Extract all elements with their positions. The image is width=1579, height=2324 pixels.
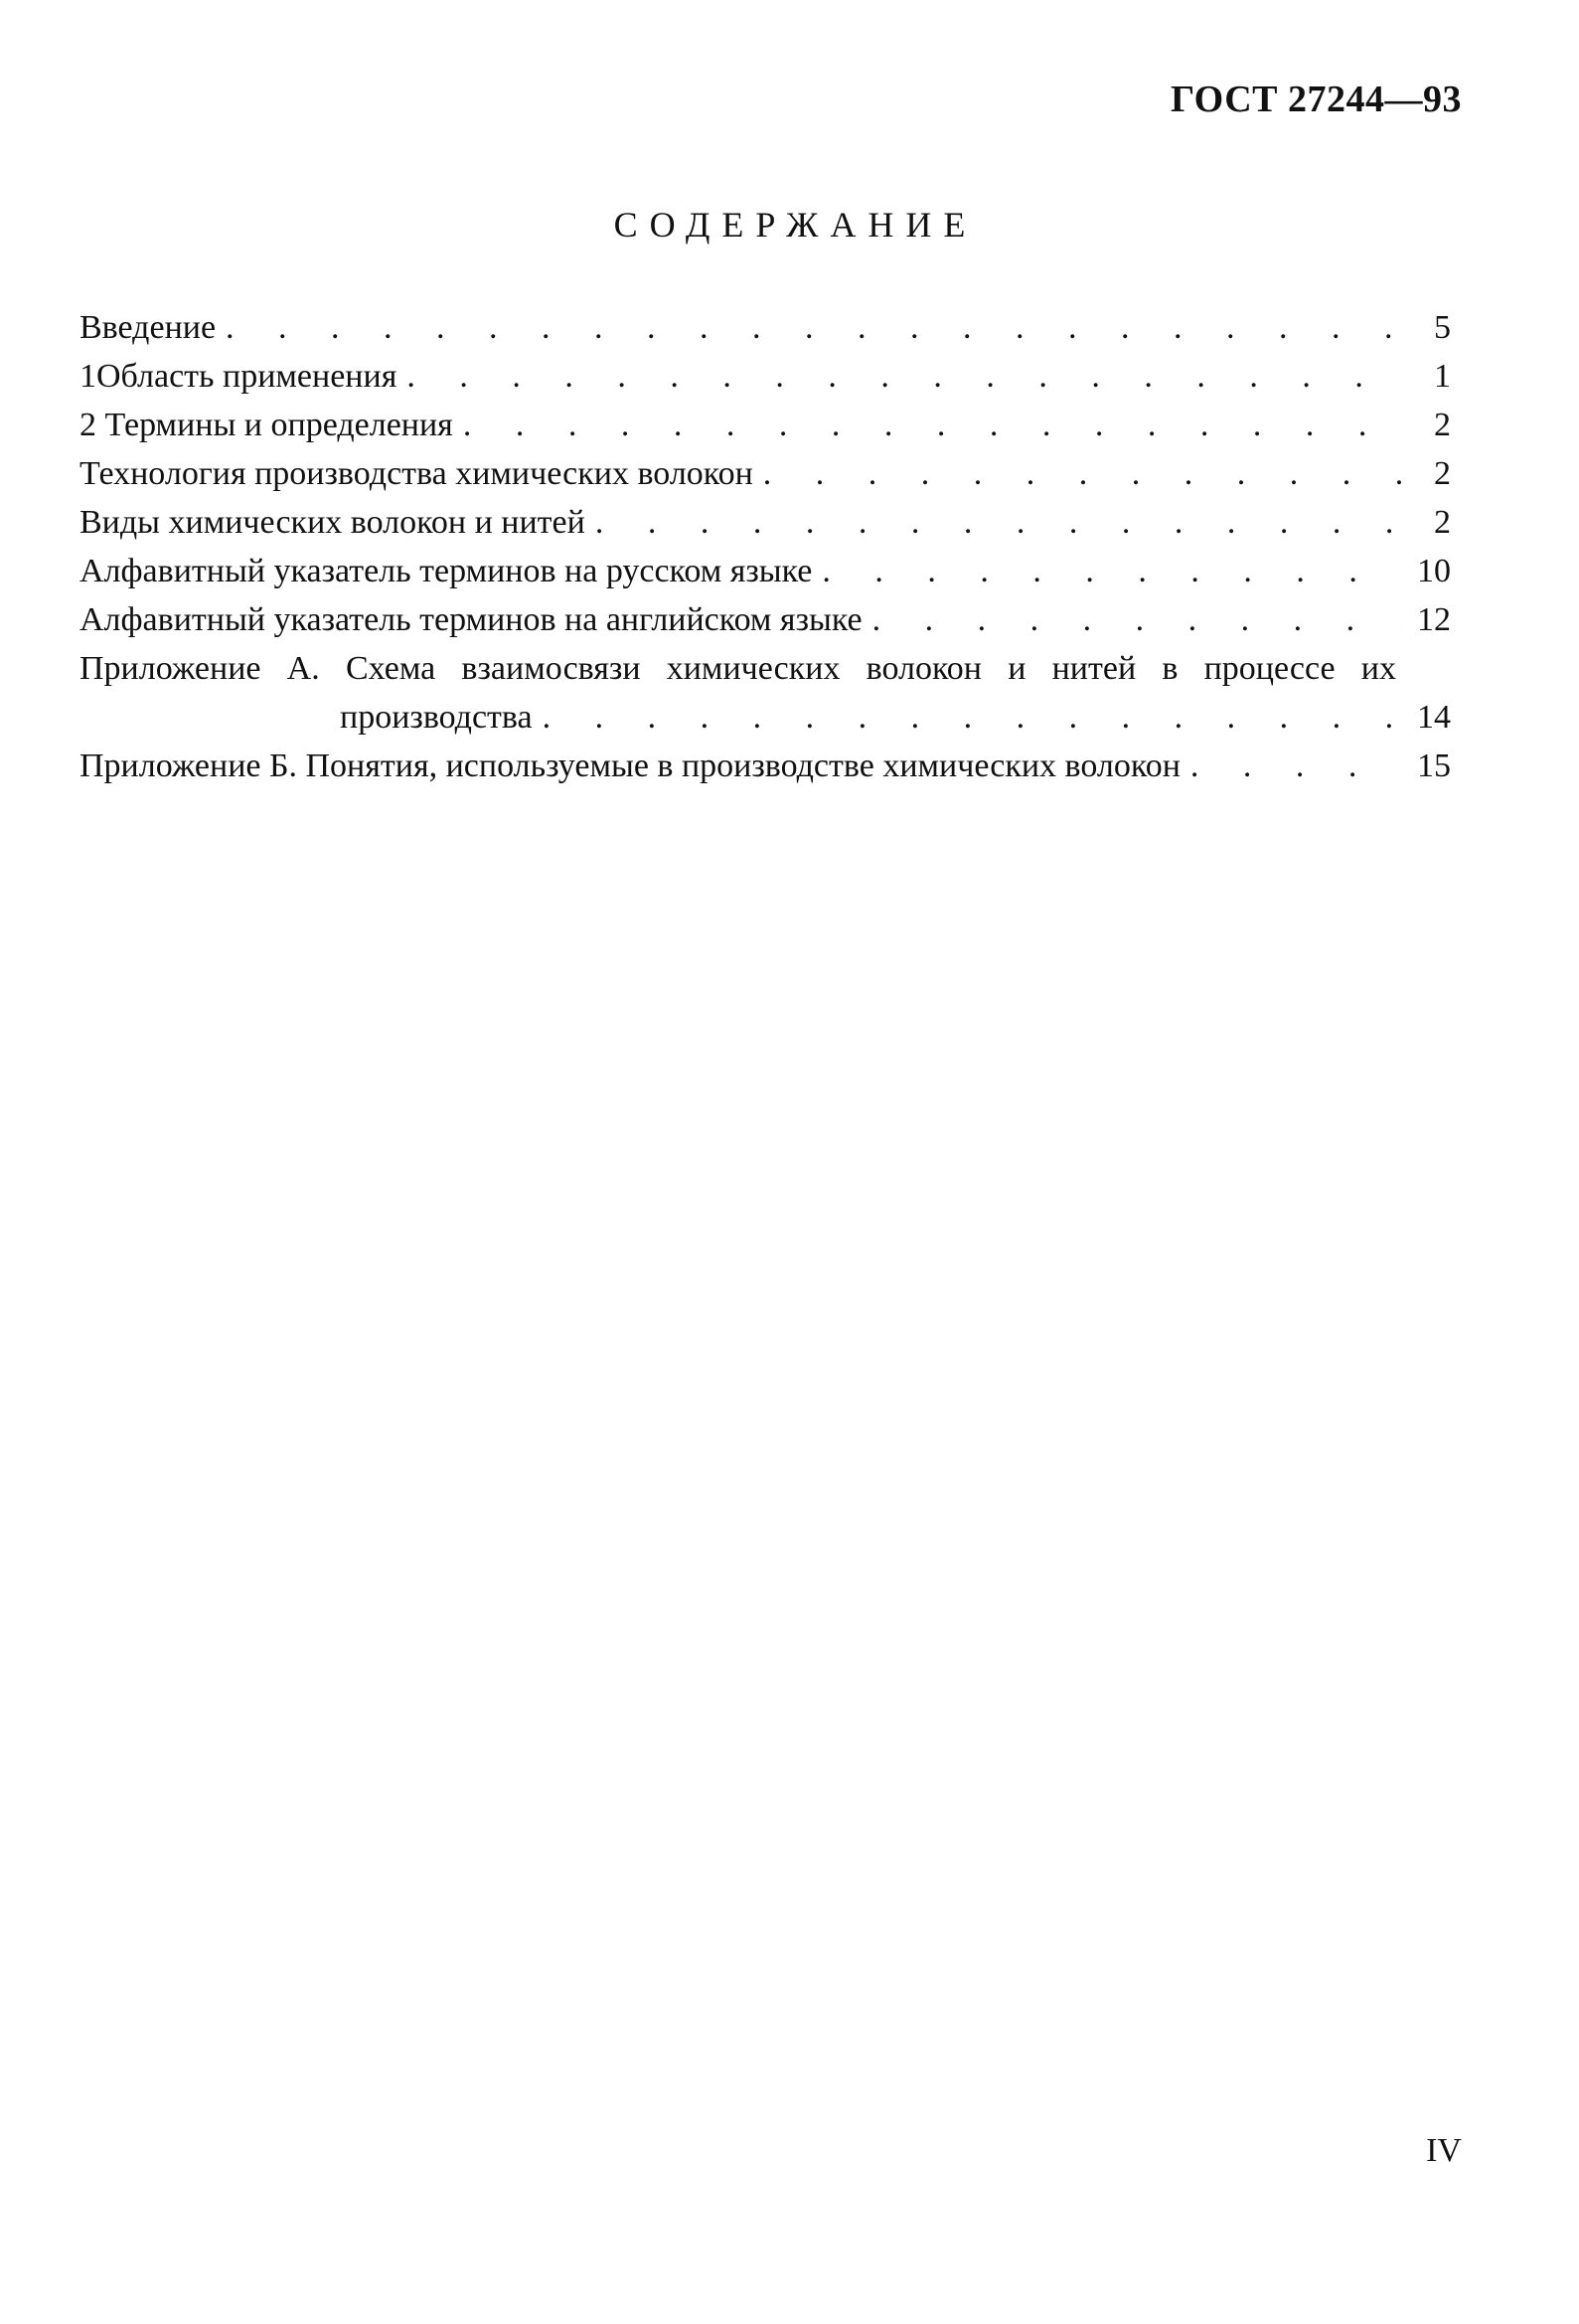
toc-entry-continuation — [79, 693, 1451, 742]
toc-leader-dots — [226, 303, 1401, 352]
toc-entry-introduction[interactable] — [79, 303, 1451, 352]
page-number: IV — [1426, 2132, 1462, 2169]
toc-entry-fiber-types[interactable] — [79, 498, 1451, 547]
toc-entry-scope[interactable] — [79, 352, 1451, 401]
toc-entry-page: 14 — [1417, 699, 1451, 736]
toc-leader-dots — [406, 352, 1401, 401]
toc-leader-dots — [872, 595, 1401, 644]
toc-entry-index-russian[interactable] — [79, 547, 1451, 595]
toc-entry-label: Алфавитный указатель терминов на русском языке — [79, 553, 813, 589]
toc-entry-page: 5 — [1434, 309, 1451, 346]
toc-entry-label: 1Область применения — [79, 358, 397, 395]
toc-leader-dots — [1190, 742, 1401, 790]
toc-entry-technology[interactable] — [79, 449, 1451, 498]
toc-entry-page: 2 — [1434, 504, 1451, 541]
document-id-header: ГОСТ 27244—93 — [1170, 79, 1462, 120]
toc-entry-terms[interactable] — [79, 401, 1451, 449]
toc-entry-page: 2 — [1434, 455, 1451, 492]
toc-leader-dots — [763, 449, 1401, 498]
toc-entry-label: Приложение Б. Понятия, используемые в производстве химических волокон — [79, 747, 1181, 784]
toc-entry-page: 2 — [1434, 407, 1451, 443]
toc-entry-page: 1 — [1434, 358, 1451, 395]
toc-entry-appendix-a[interactable] — [79, 644, 1451, 742]
toc-entry-page: 15 — [1417, 747, 1451, 784]
toc-entry-label: Виды химических волокон и нитей — [79, 504, 585, 541]
toc-entry-label: 2 Термины и определения — [79, 407, 453, 443]
toc-entry-label: Введение — [79, 309, 217, 346]
toc-entry-index-english[interactable] — [79, 595, 1451, 644]
toc-entry-page: 12 — [1417, 601, 1451, 638]
toc-entry-label-continuation: производства — [340, 699, 533, 736]
toc-leader-dots — [463, 401, 1401, 449]
toc-leader-dots — [595, 498, 1401, 547]
toc-leader-dots — [543, 693, 1401, 742]
toc-leader-dots — [822, 547, 1401, 595]
toc-entry-appendix-b[interactable] — [79, 742, 1451, 790]
toc-entry-label: Алфавитный указатель терминов на английском языке — [79, 601, 863, 638]
table-of-contents-title: СОДЕРЖАНИЕ — [613, 205, 978, 245]
toc-entry-label: Приложение А. Схема взаимосвязи химических волокон и нитей в процессе их — [79, 650, 1396, 687]
toc-entry-label: Технология производства химических волокон — [79, 455, 753, 492]
table-of-contents — [79, 303, 1451, 790]
toc-entry-page: 10 — [1417, 553, 1451, 589]
